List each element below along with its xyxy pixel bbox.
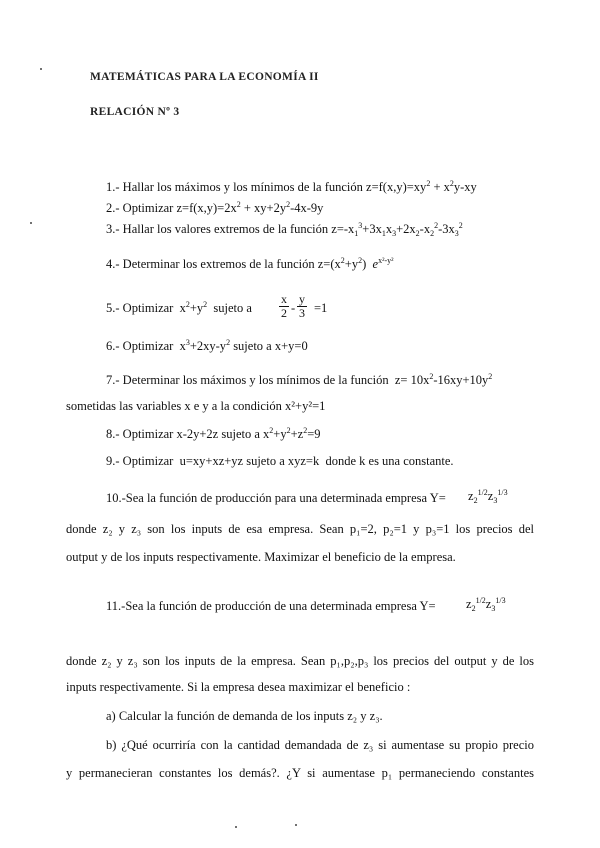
- fraction-x-den: 2: [281, 306, 287, 320]
- fraction-y-num: y: [299, 292, 305, 306]
- problem-5: [106, 301, 252, 316]
- problem-3-expr: $z=-x_1^3+3x_1x_3+2x_2-x_2^2-3x_3^2$: [331, 221, 463, 238]
- problem-1-label: 1.- Hallar los máximos y los mínimos de la función: [106, 180, 363, 194]
- problem-5-fraction-x: [279, 294, 289, 319]
- problem-5-expr: $x^2+y^2$: [179, 300, 208, 315]
- problem-11-part-b-line-2: y permanecieran constantes los demás?. ¿Y si aumentase p₁ permaneciendo constantes: [66, 766, 534, 780]
- document-title: MATEMÁTICAS PARA LA ECONOMÍA II: [90, 71, 319, 83]
- scan-speck: [235, 826, 237, 828]
- problem-5-fraction-y: [297, 294, 307, 319]
- problem-7-expr: $z= 10x^2-16xy+10y^2$: [394, 372, 493, 387]
- scan-speck: [40, 68, 42, 70]
- problem-5-connector: sujeto a: [213, 301, 252, 315]
- document-subtitle: RELACIÓN Nº 3: [90, 106, 180, 118]
- problem-8-label: 8.- Optimizar: [106, 427, 174, 441]
- problem-9: [106, 454, 454, 469]
- problem-6: [106, 339, 308, 354]
- scan-speck: [295, 824, 297, 826]
- problem-5-rhs: =1: [314, 301, 328, 315]
- problem-11-line-1: 11.-Sea la función de producción de una determinada empresa Y=: [106, 599, 436, 613]
- problem-10-line-1: 10.-Sea la función de producción para una determinada empresa Y=: [106, 491, 446, 505]
- fraction-y-den: 3: [299, 306, 305, 320]
- problem-3-label: 3.- Hallar los valores extremos de la función: [106, 222, 329, 236]
- problem-5-label: 5.- Optimizar: [106, 301, 174, 315]
- problem-11-formula: $z_2^{1/2}z_3^{1/3}$: [466, 596, 506, 613]
- problem-7-line-1: [106, 373, 492, 388]
- problem-3: [106, 222, 463, 237]
- problem-1: [106, 180, 477, 195]
- problem-2-expr: $z=f(x,y)=2x^2 + xy+2y^2-4x-9y$: [176, 200, 324, 215]
- problem-10-line-3: output y de los inputs respectivamente. Maximizar el beneficio de la empresa.: [66, 550, 456, 564]
- problem-8: [106, 427, 321, 442]
- problem-11-part-b-line-1: b) ¿Qué ocurriría con la cantidad demandada de z₃ si aumentase su propio precio: [106, 738, 534, 752]
- problem-9-expr: u=xy+xz+yz sujeto a xyz=k: [179, 454, 320, 468]
- minus-sign: -: [291, 301, 296, 315]
- problem-4-expr: $z=(x^2+y^2)$ $e^{x^2-y^2}$: [317, 256, 394, 271]
- problem-4: [106, 257, 394, 272]
- problem-7-line-2: sometidas las variables x e y a la condición x²+y²=1: [66, 399, 326, 413]
- problem-1-expr: $z=f(x,y)=xy^2 + x^2y-xy$: [366, 179, 477, 194]
- problem-11-part-a: a) Calcular la función de demanda de los inputs z₂ y z₃.: [106, 709, 383, 723]
- problem-10-line-2: donde z₂ y z₃ son los inputs de esa empresa. Sean p₁=2, p₂=1 y p₃=1 los precios del: [66, 522, 534, 536]
- problem-11-line-2: donde z₂ y z₃ son los inputs de la empresa. Sean p₁,p₂,p₃ los precios del output y de los: [66, 654, 534, 668]
- problem-7-label: 7.- Determinar los máximos y los mínimos de la función: [106, 373, 389, 387]
- fraction-x-num: x: [281, 292, 287, 306]
- problem-2-label: 2.- Optimizar: [106, 201, 174, 215]
- problem-10-formula: $z_2^{1/2}z_3^{1/3}$: [468, 488, 508, 505]
- problem-6-label: 6.- Optimizar: [106, 339, 174, 353]
- problem-8-expr: x-2y+2z sujeto a $x^2+y^2+z^2=9$: [176, 426, 321, 441]
- scan-speck: [30, 222, 32, 224]
- problem-2: [106, 201, 323, 216]
- problem-11-line-3: inputs respectivamente. Si la empresa desea maximizar el beneficio :: [66, 680, 411, 694]
- problem-9-tail: donde k es una constante.: [325, 454, 454, 468]
- problem-9-label: 9.- Optimizar: [106, 454, 174, 468]
- problem-6-expr: $x^3+2xy-y^2$ sujeto a x+y=0: [179, 338, 308, 353]
- problem-4-label: 4.- Determinar los extremos de la función: [106, 257, 315, 271]
